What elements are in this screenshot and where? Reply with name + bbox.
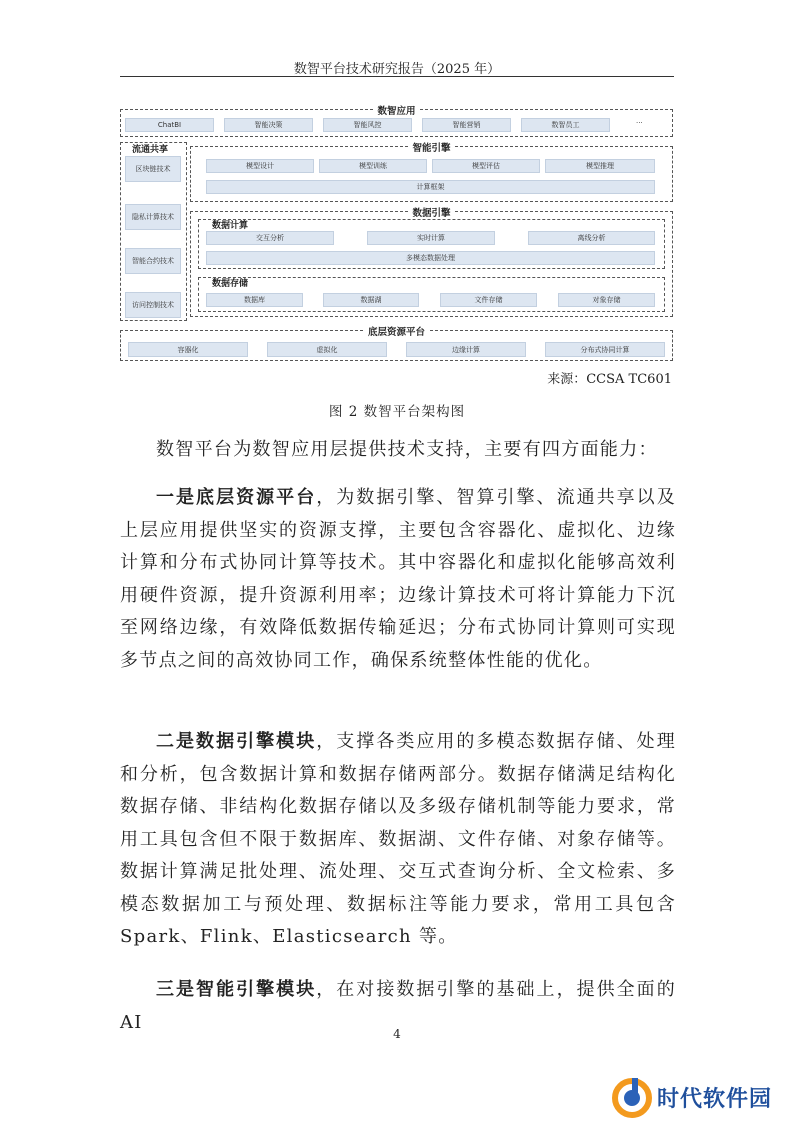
flow-title: 流通共享 xyxy=(132,145,169,155)
flow-item: 智能合约技术 xyxy=(125,248,181,274)
flow-item: 区块链技术 xyxy=(125,156,181,182)
watermark-logo-icon xyxy=(612,1074,656,1120)
data-compute-item: 离线分析 xyxy=(528,231,655,245)
paragraph-text: 数智平台为数智应用层提供技术支持，主要有四方面能力： xyxy=(156,439,658,460)
ai-engine-item: 模型评估 xyxy=(432,159,540,173)
paragraph-infra xyxy=(120,482,676,677)
compute-framework: 计算框架 xyxy=(206,180,655,194)
app-item: 数智员工 xyxy=(521,118,610,132)
watermark-logo xyxy=(612,1074,782,1120)
data-storage-item: 对象存储 xyxy=(558,293,655,307)
flow-item: 隐私计算技术 xyxy=(125,204,181,230)
data-storage-item: 文件存储 xyxy=(440,293,537,307)
data-engine-title: 数据引擎 xyxy=(408,208,454,219)
figure-source: 来源：CCSA TC601 xyxy=(547,372,672,387)
ai-engine-item: 模型训练 xyxy=(319,159,427,173)
app-item: 智能营销 xyxy=(422,118,511,132)
data-compute-title: 数据计算 xyxy=(212,221,249,231)
paragraph-lead: 一是底层资源平台 xyxy=(156,487,317,508)
ai-engine-item: 模型推理 xyxy=(545,159,655,173)
app-item: 智能决策 xyxy=(224,118,313,132)
figure-caption: 图 2 数智平台架构图 xyxy=(328,404,466,420)
paragraph-text: ，在对接数据引擎的基础上，提供全面的 AI xyxy=(120,979,676,1033)
app-item-more: ··· xyxy=(636,119,643,127)
data-storage-item: 数据湖 xyxy=(323,293,419,307)
paragraph-text: ，为数据引擎、智算引擎、流通共享以及上层应用提供坚实的资源支撑，主要包含容器化、虚拟化、边缘计算和分布式协同计算等技术。其中容器化和虚拟化能够高效利用硬件资源，提升资源利用率；边缘计算技术可将计算能力下沉至网络边缘，有效降低数据传输延迟；分布式协同计算则可实现多节点之间的高效协同工作，确保系统整体性能的优化。 xyxy=(120,487,676,671)
watermark-text: 时代软件园 xyxy=(657,1087,773,1112)
app-item: ChatBI xyxy=(125,118,214,132)
paragraph-data-engine xyxy=(120,726,676,954)
running-header: 数智平台技术研究报告（2025 年） xyxy=(293,62,501,77)
infra-item: 分布式协同计算 xyxy=(545,342,665,357)
paragraph-lead: 三是智能引擎模块 xyxy=(156,979,317,1000)
infra-title: 底层资源平台 xyxy=(364,327,429,338)
paragraph-text: ，支撑各类应用的多模态数据存储、处理和分析，包含数据计算和数据存储两部分。数据存储满足结构化数据存储、非结构化数据存储以及多级存储机制等能力要求，常用工具包含但不限于数据库、数据湖、文件存储、对象存储等。数据计算满足批处理、流处理、交互式查询分析、全文检索、多模态数据加工与预处理、数据标注等能力要求，常用工具包含 Spark、Flink、Elasticsearch 等。 xyxy=(120,731,676,947)
app-item: 智能风控 xyxy=(323,118,412,132)
infra-item: 边缘计算 xyxy=(406,342,526,357)
infra-item: 容器化 xyxy=(128,342,248,357)
infra-item: 虚拟化 xyxy=(267,342,387,357)
paragraph-intro xyxy=(120,434,676,467)
ai-engine-title: 智能引擎 xyxy=(408,143,454,154)
header-rule xyxy=(120,76,674,77)
data-storage-item: 数据库 xyxy=(206,293,303,307)
apps-title: 数智应用 xyxy=(373,106,419,117)
data-storage-title: 数据存储 xyxy=(212,279,249,289)
data-compute-item: 实时计算 xyxy=(367,231,495,245)
paragraph-lead: 二是数据引擎模块 xyxy=(156,731,317,752)
flow-item: 访问控制技术 xyxy=(125,292,181,318)
multimodal-processing: 多模态数据处理 xyxy=(206,251,655,265)
ai-engine-item: 模型设计 xyxy=(206,159,314,173)
page-number: 4 xyxy=(393,1027,401,1041)
data-compute-item: 交互分析 xyxy=(206,231,334,245)
